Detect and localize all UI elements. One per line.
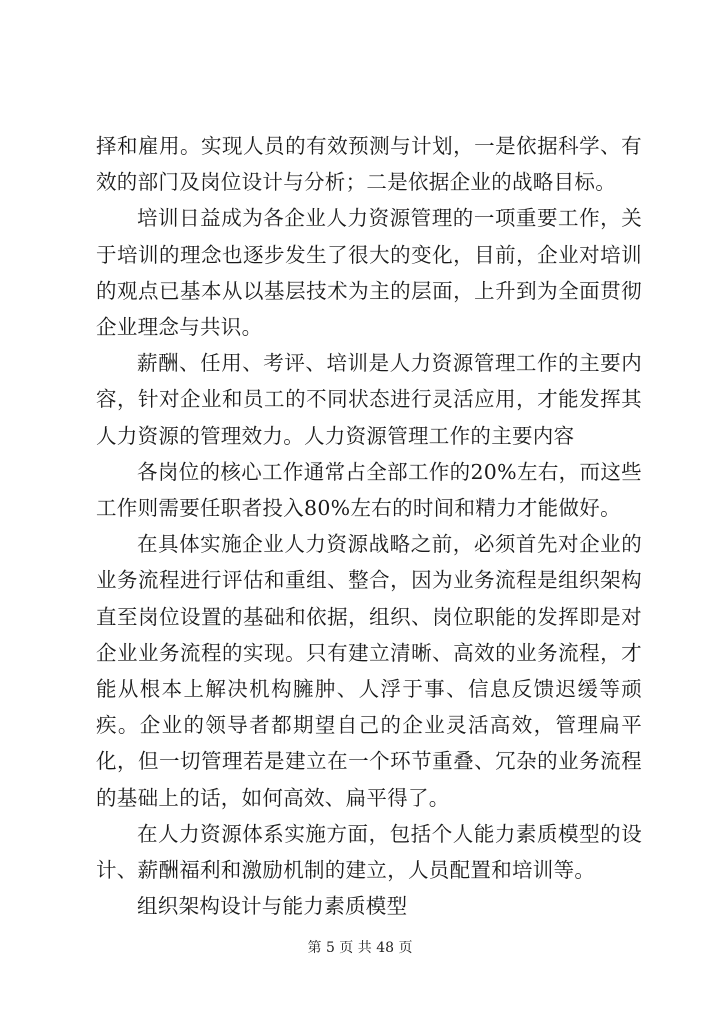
paragraph-6: 在人力资源体系实施方面，包括个人能力素质模型的设计、薪酬福利和激励机制的建立，人员配置和培训等。 (96, 821, 642, 883)
page-number-footer: 第 5 页 共 48 页 (307, 940, 413, 956)
paragraph-2: 培训日益成为各企业人力资源管理的一项重要工作，关于培训的理念也逐步发生了很大的变化，目前，企业对培训的观点已基本从以基层技术为主的层面，上升到为全面贯彻企业理念与共识。 (96, 206, 642, 340)
paragraph-4: 各岗位的核心工作通常占全部工作的20%左右，而这些工作则需要任职者投入80%左右的时间和精力才能做好。 (96, 459, 642, 521)
document-body (96, 128, 642, 924)
paragraph-5: 在具体实施企业人力资源战略之前，必须首先对企业的业务流程进行评估和重组、整合，因为业务流程是组织架构直至岗位设置的基础和依据，组织、岗位职能的发挥即是对企业业务流程的实现。只有建立清晰、高效的业务流程，才能从根本上解决机构臃肿、人浮于事、信息反馈迟缓等顽疾。企业的领导者都期望自己的企业灵活高效，管理扁平化，但一切管理若是建立在一个环节重叠、冗杂的业务流程的基础上的话，如何高效、扁平得了。 (96, 532, 642, 810)
paragraph-3: 薪酬、任用、考评、培训是人力资源管理工作的主要内容，针对企业和员工的不同状态进行灵活应用，才能发挥其人力资源的管理效力。人力资源管理工作的主要内容 (96, 351, 642, 448)
paragraph-1: 择和雇用。实现人员的有效预测与计划，一是依据科学、有效的部门及岗位设计与分析；二是依据企业的战略目标。 (96, 134, 642, 195)
section-heading: 组织架构设计与能力素质模型 (137, 894, 408, 919)
